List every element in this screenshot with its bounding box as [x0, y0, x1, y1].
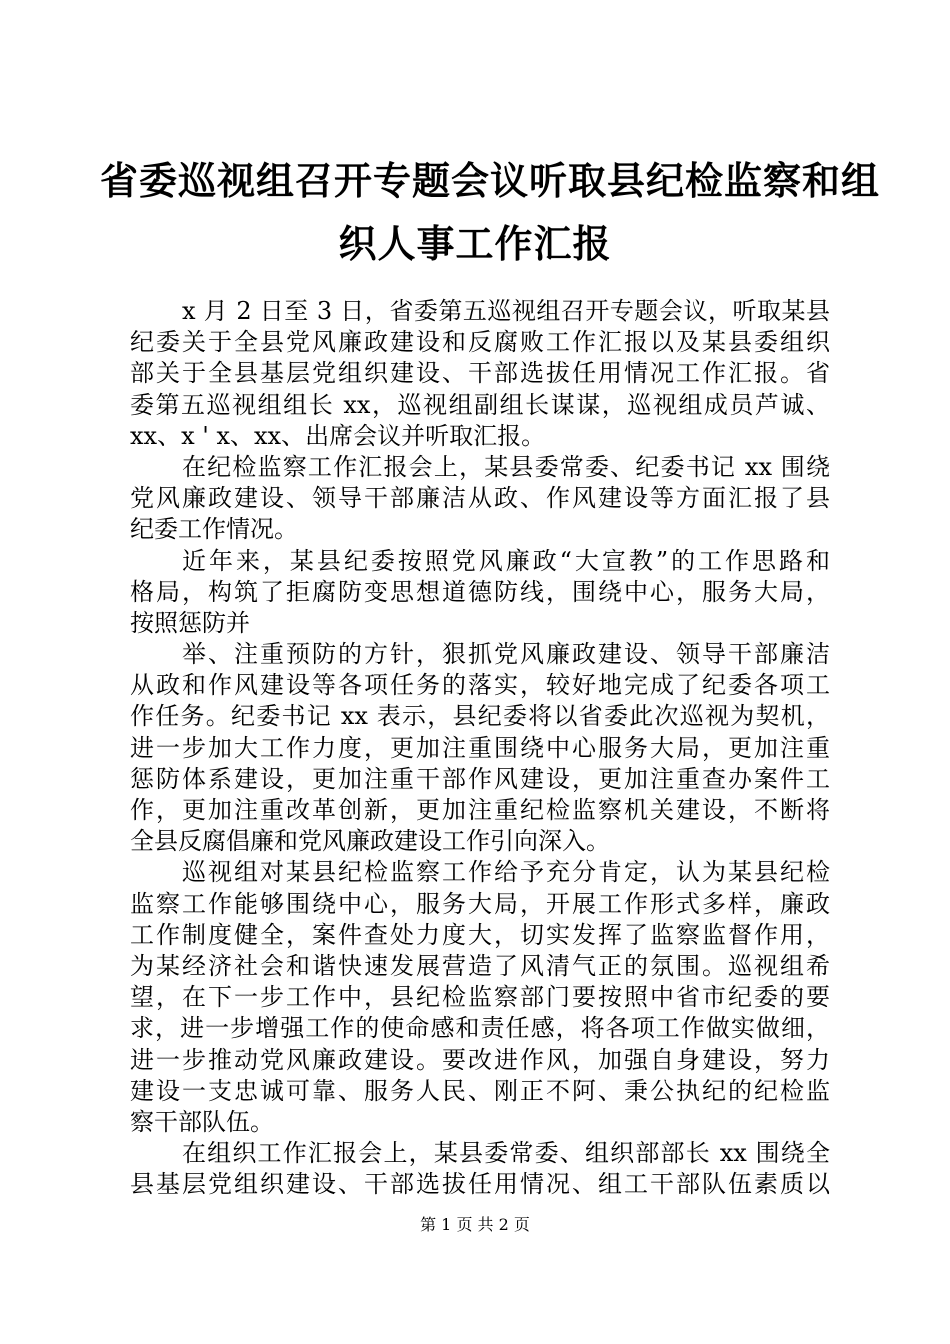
document-title-line-2: 织人事工作汇报 — [338, 222, 612, 266]
document-body — [130, 296, 830, 1200]
body-text-line: 纪委关于全县党风廉政建设和反腐败工作汇报以及某县委组织 — [130, 328, 830, 357]
body-text-line: 从政和作风建设等各项任务的落实，较好地完成了纪委各项工 — [130, 671, 830, 700]
body-text-line: 在纪检监察工作汇报会上，某县委常委、纪委书记 xx 围绕 — [182, 452, 830, 481]
body-text-line: 作任务。纪委书记 xx 表示，县纪委将以省委此次巡视为契机， — [130, 702, 830, 731]
body-text-line: 惩防体系建设，更加注重干部作风建设，更加注重查办案件工 — [130, 764, 830, 793]
body-text-line: 望，在下一步工作中，县纪检监察部门要按照中省市纪委的要 — [130, 983, 830, 1012]
document-title-line-1: 省委巡视组召开专题会议听取县纪检监察和组 — [100, 159, 881, 203]
body-text-line: 全县反腐倡廉和党风廉政建设工作引向深入。 — [130, 827, 610, 856]
body-text-line: 在组织工作汇报会上，某县委常委、组织部部长 xx 围绕全 — [182, 1139, 830, 1168]
body-text-line: 监察工作能够围绕中心，服务大局，开展工作形式多样，廉政 — [130, 889, 830, 918]
body-text-line: 为某经济社会和谐快速发展营造了风清气正的氛围。巡视组希 — [130, 951, 830, 980]
body-text-line: 纪委工作情况。 — [130, 515, 298, 544]
body-text-line: 进一步加大工作力度，更加注重围绕中心服务大局，更加注重 — [130, 733, 830, 762]
body-text-line: 进一步推动党风廉政建设。要改进作风，加强自身建设，努力 — [130, 1045, 830, 1074]
body-text-line: 部关于全县基层党组织建设、干部选拔任用情况工作汇报。省 — [130, 359, 830, 388]
body-text-line: 党风廉政建设、领导干部廉洁从政、作风建设等方面汇报了县 — [130, 484, 830, 513]
body-text-line: 作，更加注重改革创新，更加注重纪检监察机关建设，不断将 — [130, 796, 830, 824]
body-text-line: 工作制度健全，案件查处力度大，切实发挥了监察监督作用， — [130, 920, 830, 949]
body-text-line: 县基层党组织建设、干部选拔任用情况、组工干部队伍素质以 — [130, 1170, 830, 1199]
body-text-line: xx、x ' x、xx、出席会议并听取汇报。 — [130, 421, 546, 450]
body-text-line: 格局，构筑了拒腐防变思想道德防线，围绕中心，服务大局， — [130, 577, 830, 606]
page-footer: 第 1 页 共 2 页 — [420, 1215, 530, 1234]
body-text-line: 近年来，某县纪委按照党风廉政“大宣教”的工作思路和 — [182, 546, 830, 575]
body-text-line: 察干部队伍。 — [130, 1107, 274, 1136]
body-text-line: 建设一支忠诚可靠、服务人民、刚正不阿、秉公执纪的纪检监 — [130, 1076, 830, 1105]
body-text-line: 按照惩防并 — [130, 608, 250, 637]
body-text-line: 举、注重预防的方针，狠抓党风廉政建设、领导干部廉洁 — [182, 640, 830, 669]
body-text-line: 委第五巡视组组长 xx，巡视组副组长谋谋，巡视组成员芦诚、 — [130, 390, 830, 419]
body-text-line: x 月 2 日至 3 日，省委第五巡视组召开专题会议，听取某县 — [182, 297, 830, 325]
body-text-line: 求，进一步增强工作的使命感和责任感，将各项工作做实做细， — [130, 1014, 830, 1043]
body-text-line: 巡视组对某县纪检监察工作给予充分肯定，认为某县纪检 — [182, 858, 830, 887]
